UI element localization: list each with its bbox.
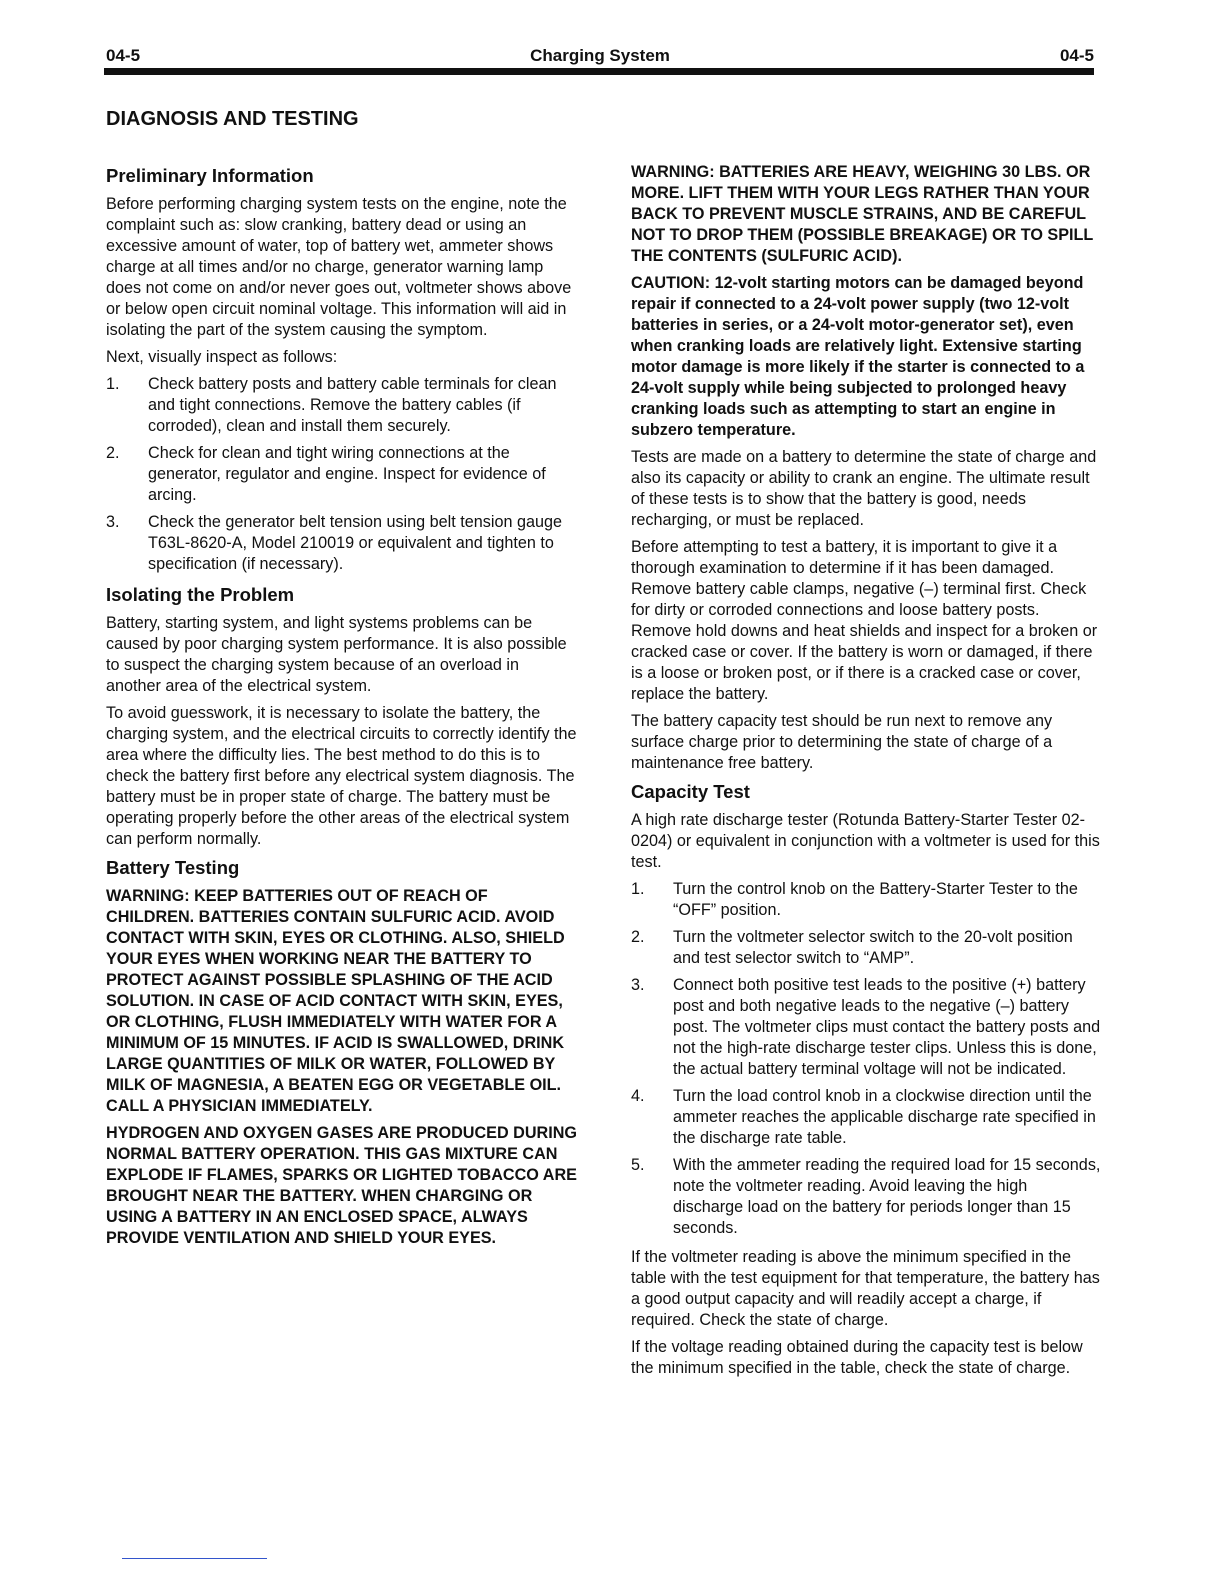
list-text: Check the generator belt tension using belt tension gauge T63L-8620-A, Model 210019 or equivalent and tighten to specification (if necessary).: [148, 513, 562, 573]
list-number: 1.: [106, 375, 120, 393]
examination-paragraph: Before attempting to test a battery, it is important to give it a thorough examination to determine if it has been damaged. Remove battery cable clamps, negative (–) terminal first. Check for dirty or corroded connections and loose battery posts. Remove hold downs and heat shields and inspect for a broken or cracked case or cover. If the battery is worn or damaged, if there is a loose or broken post, or if there is a cracked case or cover, replace the battery.: [631, 538, 1098, 703]
capacity-paragraph: A high rate discharge tester (Rotunda Battery-Starter Tester 02-0204) or equivalent in conjunction with a voltmeter is used for this test.: [631, 811, 1100, 871]
list-number: 1.: [631, 880, 645, 898]
list-number: 2.: [631, 928, 645, 946]
list-text: Turn the load control knob in a clockwise direction until the ammeter reaches the applicable discharge rate specified in the discharge rate table.: [673, 1087, 1096, 1147]
result-paragraph-1: If the voltmeter reading is above the minimum specified in the table with the test equipment for that temperature, the battery has a good output capacity and will readily accept a charge, if required. Check the state of charge.: [631, 1248, 1100, 1329]
list-text: Check for clean and tight wiring connections at the generator, regulator and engine. Inspect for evidence of arcing.: [148, 444, 546, 504]
preliminary-paragraph: Before performing charging system tests on the engine, note the complaint such as: slow cranking, battery dead or using an excessive amount of water, top of battery wet, ammeter shows charge at all times and/or no charge, generator warning lamp does not come on and/or never goes out, voltmeter shows above or below open circuit nominal voltage. This information will aid in isolating the part of the system causing the symptom.: [106, 195, 572, 339]
list-item: [631, 975, 1101, 1080]
list-item: [106, 512, 578, 575]
capacity-test-heading: Capacity Test: [631, 781, 750, 802]
list-number: 5.: [631, 1156, 645, 1174]
heavy-warning: WARNING: BATTERIES ARE HEAVY, WEIGHING 30 LBS. OR MORE. LIFT THEM WITH YOUR LEGS RATHER THAN YOUR BACK TO PREVENT MUSCLE STRAINS, AND BE CAREFUL NOT TO DROP THEM (POSSIBLE BREAKAGE) OR TO SPILL THE CONTENTS (SULFURIC ACID).: [631, 163, 1093, 265]
list-item: [631, 927, 1101, 969]
inspect-intro: Next, visually inspect as follows:: [106, 348, 338, 366]
list-text: Turn the voltmeter selector switch to the 20-volt position and test selector switch to “AMP”.: [673, 928, 1073, 967]
chapter-title: Charging System: [530, 46, 670, 65]
result-paragraph-2: If the voltage reading obtained during the capacity test is below the minimum specified in the table, check the state of charge.: [631, 1338, 1083, 1377]
voltage-caution: CAUTION: 12-volt starting motors can be damaged beyond repair if connected to a 24-volt power supply (two 12-volt batteries in series, or a 24-volt motor-generator set), even when cranking loads are relatively light. Extensive starting motor damage is more likely if the starter is connected to a 24-volt supply while being subjected to prolonged heavy cranking loads such as attempting to start an engine in subzero temperature.: [631, 274, 1085, 439]
list-number: 3.: [631, 976, 645, 994]
isolating-paragraph-2: To avoid guesswork, it is necessary to isolate the battery, the charging system, and the electrical circuits to correctly identify the area where the difficulty lies. The best method to do this is to check the battery first before any electrical system diagnosis. The battery must be in proper state of charge. The battery must be operating properly before the other areas of the electrical system can perform normally.: [106, 704, 577, 848]
list-item: [106, 374, 578, 437]
list-item: [631, 879, 1101, 921]
preliminary-heading: Preliminary Information: [106, 165, 314, 186]
tests-paragraph: Tests are made on a battery to determine the state of charge and also its capacity or ability to crank an engine. The ultimate result of these tests is to show that the battery is good, needs recharging, or must be replaced.: [631, 448, 1097, 529]
list-number: 4.: [631, 1087, 645, 1105]
list-item: [631, 1086, 1101, 1149]
capacity-intro-paragraph: The battery capacity test should be run next to remove any surface charge prior to determining the state of charge of a maintenance free battery.: [631, 712, 1053, 772]
left-column: [106, 164, 578, 1255]
list-text: With the ammeter reading the required load for 15 seconds, note the voltmeter reading. Avoid leaving the high discharge load on the battery for periods longer than 15 seconds.: [673, 1156, 1101, 1237]
list-item: [631, 1155, 1101, 1239]
list-text: Turn the control knob on the Battery-Starter Tester to the “OFF” position.: [673, 880, 1078, 919]
header-rule: [104, 68, 1094, 75]
battery-testing-heading: Battery Testing: [106, 857, 240, 878]
list-number: 3.: [106, 513, 120, 531]
right-column: [631, 162, 1101, 1385]
page-number-right: 04-5: [1059, 46, 1094, 65]
isolating-paragraph-1: Battery, starting system, and light systems problems can be caused by poor charging system performance. It is also possible to suspect the charging system because of an overload in another area of the electrical system.: [106, 614, 567, 695]
page-header: [106, 46, 1094, 66]
list-item: [106, 443, 578, 506]
list-text: Check battery posts and battery cable terminals for clean and tight connections. Remove the battery cables (if corroded), clean and install them securely.: [148, 375, 557, 435]
page-number-left: 04-5: [106, 46, 141, 65]
isolating-heading: Isolating the Problem: [106, 584, 295, 605]
capacity-steps-list: [631, 879, 1101, 1239]
list-number: 2.: [106, 444, 120, 462]
acid-warning: WARNING: KEEP BATTERIES OUT OF REACH OF CHILDREN. BATTERIES CONTAIN SULFURIC ACID. AVOID CONTACT WITH SKIN, EYES OR CLOTHING. ALSO, SHIELD YOUR EYES WHEN WORKING NEAR THE BATTERY TO PROTECT AGAINST POSSIBLE SPLASHING OF THE ACID SOLUTION. IN CASE OF ACID CONTACT WITH SKIN, EYES, OR CLOTHING, FLUSH IMMEDIATELY WITH WATER FOR A MINIMUM OF 15 MINUTES. IF ACID IS SWALLOWED, DRINK LARGE QUANTITIES OF MILK OR WATER, FOLLOWED BY MILK OF MAGNESIA, A BEATEN EGG OR VEGETABLE OIL. CALL A PHYSICIAN IMMEDIATELY.: [106, 887, 565, 1115]
inspect-list: [106, 374, 578, 575]
list-text: Connect both positive test leads to the positive (+) battery post and both negative leads to the negative (–) battery post. The voltmeter clips must contact the battery posts and not the high-rate discharge tester clips. Unless this is done, the actual battery terminal voltage will not be indicated.: [673, 976, 1101, 1078]
footer-rule: [122, 1558, 267, 1559]
gas-warning: HYDROGEN AND OXYGEN GASES ARE PRODUCED DURING NORMAL BATTERY OPERATION. THIS GAS MIXTURE CAN EXPLODE IF FLAMES, SPARKS OR LIGHTED TOBACCO ARE BROUGHT NEAR THE BATTERY. WHEN CHARGING OR USING A BATTERY IN AN ENCLOSED SPACE, ALWAYS PROVIDE VENTILATION AND SHIELD YOUR EYES.: [106, 1124, 577, 1247]
section-title: DIAGNOSIS AND TESTING: [106, 108, 359, 130]
